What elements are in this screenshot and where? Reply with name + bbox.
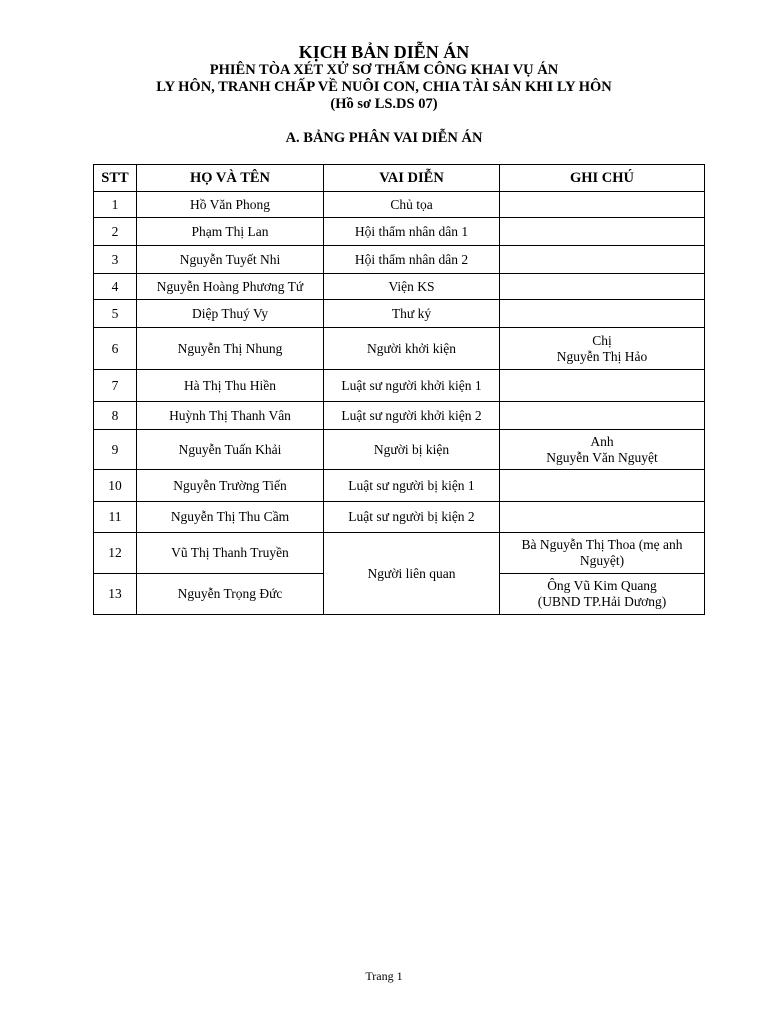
cell-stt: 10 <box>94 470 137 502</box>
cell-stt: 13 <box>94 574 137 615</box>
cell-name: Nguyễn Tuấn Khải <box>137 430 324 470</box>
cell-role: Luật sư người khởi kiện 2 <box>324 402 500 430</box>
cell-role: Luật sư người khởi kiện 1 <box>324 370 500 402</box>
cell-stt: 11 <box>94 502 137 533</box>
cell-note <box>500 218 705 246</box>
note-line: Nguyễn Thị Hảo <box>556 348 648 364</box>
cell-name: Huỳnh Thị Thanh Vân <box>137 402 324 430</box>
note-line: Ông Vũ Kim Quang <box>547 578 657 593</box>
role-assignment-table <box>93 164 705 615</box>
cell-note <box>500 328 705 370</box>
cell-role: Luật sư người bị kiện 1 <box>324 470 500 502</box>
note-line: Anh <box>590 433 614 449</box>
cell-note <box>500 502 705 533</box>
header-stt: STT <box>94 165 137 192</box>
note-line: Chị <box>592 332 612 348</box>
page-number: Trang 1 <box>365 969 403 983</box>
cell-role: Luật sư người bị kiện 2 <box>324 502 500 533</box>
document-title: KỊCH BẢN DIỄN ÁN <box>298 42 470 62</box>
table-row <box>94 328 705 370</box>
table-row <box>94 370 705 402</box>
cell-role: Người khởi kiện <box>324 328 500 370</box>
table-row <box>94 192 705 218</box>
cell-note <box>500 574 705 615</box>
cell-role: Người bị kiện <box>324 430 500 470</box>
cell-stt: 3 <box>94 246 137 274</box>
cell-name: Nguyễn Trọng Đức <box>137 574 324 615</box>
table-row <box>94 218 705 246</box>
cell-name: Hà Thị Thu Hiền <box>137 370 324 402</box>
table-row <box>94 470 705 502</box>
cell-stt: 4 <box>94 274 137 300</box>
table-row <box>94 430 705 470</box>
cell-role: Hội thẩm nhân dân 1 <box>324 218 500 246</box>
cell-note <box>500 402 705 430</box>
cell-name: Nguyễn Tuyết Nhi <box>137 246 324 274</box>
table-row <box>94 533 705 574</box>
header-note: GHI CHÚ <box>500 165 705 192</box>
table-row <box>94 502 705 533</box>
header-name: HỌ VÀ TÊN <box>137 165 324 192</box>
header-role: VAI DIỄN <box>324 165 500 192</box>
cell-name: Nguyễn Trường Tiến <box>137 470 324 502</box>
cell-note <box>500 370 705 402</box>
table-row <box>94 402 705 430</box>
cell-stt: 9 <box>94 430 137 470</box>
table-row <box>94 274 705 300</box>
cell-name: Nguyễn Thị Nhung <box>137 328 324 370</box>
cell-name: Nguyễn Thị Thu Cầm <box>137 502 324 533</box>
table-row <box>94 246 705 274</box>
cell-role: Thư ký <box>324 300 500 328</box>
section-title: A. BẢNG PHÂN VAI DIỄN ÁN <box>285 130 483 146</box>
cell-stt: 8 <box>94 402 137 430</box>
table-row <box>94 300 705 328</box>
cell-stt: 1 <box>94 192 137 218</box>
cell-name: Hồ Văn Phong <box>137 192 324 218</box>
table-header-row <box>94 165 705 192</box>
document-subtitle-1: PHIÊN TÒA XÉT XỬ SƠ THẨM CÔNG KHAI VỤ ÁN <box>209 62 559 78</box>
note-line: Nguyễn Văn Nguyệt <box>546 449 658 465</box>
cell-role: Chủ tọa <box>324 192 500 218</box>
cell-role-merged: Người liên quan <box>324 533 500 615</box>
cell-note <box>500 533 705 574</box>
cell-name: Diệp Thuý Vy <box>137 300 324 328</box>
cell-note <box>500 470 705 502</box>
note-line: Bà Nguyễn Thị Thoa (mẹ anh <box>521 537 683 552</box>
document-header <box>0 42 768 113</box>
cell-name: Vũ Thị Thanh Truyền <box>137 533 324 574</box>
cell-name: Nguyễn Hoàng Phương Tứ <box>137 274 324 300</box>
note-line: (UBND TP.Hải Dương) <box>537 594 667 609</box>
cell-note <box>500 192 705 218</box>
cell-stt: 12 <box>94 533 137 574</box>
cell-note <box>500 430 705 470</box>
document-file-code: (Hồ sơ LS.DS 07) <box>330 96 438 112</box>
note-line: Nguyệt) <box>579 553 625 568</box>
cell-note <box>500 274 705 300</box>
cell-stt: 6 <box>94 328 137 370</box>
cell-stt: 7 <box>94 370 137 402</box>
cell-role: Viện KS <box>324 274 500 300</box>
cell-role: Hội thẩm nhân dân 2 <box>324 246 500 274</box>
cell-stt: 2 <box>94 218 137 246</box>
document-subtitle-2: LY HÔN, TRANH CHẤP VỀ NUÔI CON, CHIA TÀI SẢN KHI LY HÔN <box>156 79 612 95</box>
cell-stt: 5 <box>94 300 137 328</box>
cell-note <box>500 246 705 274</box>
cell-note <box>500 300 705 328</box>
cell-name: Phạm Thị Lan <box>137 218 324 246</box>
